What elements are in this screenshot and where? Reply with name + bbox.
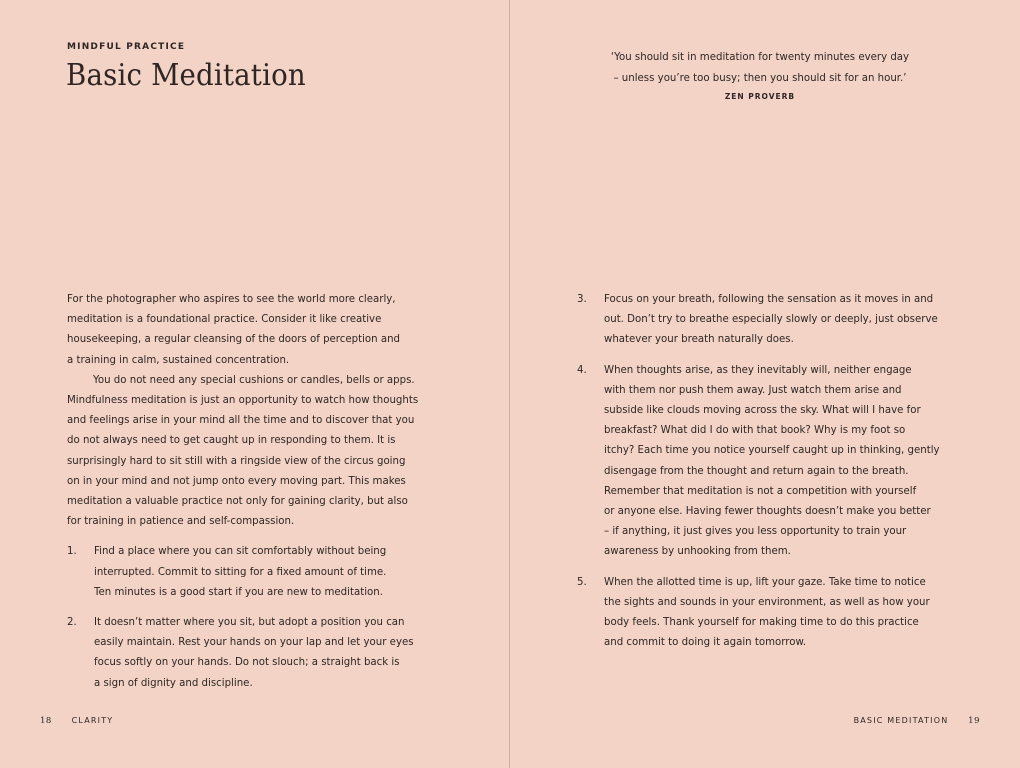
text-line: Remember that meditation is not a competition with yourself [604, 485, 917, 497]
text-line: You do not need any special cushions or candles, bells or apps. [93, 374, 415, 386]
right-body-text [577, 290, 967, 653]
text-line: out. Don’t try to breathe especially slowly or deeply, just observe [604, 314, 938, 326]
text-line: and feelings arise in your mind all the time and to discover that you [67, 415, 415, 427]
page-title: Basic Meditation [66, 58, 306, 93]
page-number: 19 [968, 716, 980, 726]
text-line: housekeeping, a regular cleansing of the doors of perception and [67, 334, 401, 346]
text-line: meditation a valuable practice not only for gaining clarity, but also [67, 496, 408, 508]
list-item-3 [577, 290, 967, 351]
text-line: Find a place where you can sit comfortably without being [94, 546, 387, 558]
text-line: whatever your breath naturally does. [604, 334, 794, 346]
text-line: or anyone else. Having fewer thoughts doesn’t make you better [604, 506, 931, 518]
text-line: body feels. Thank yourself for making time to do this practice [604, 617, 919, 629]
text-line: interrupted. Commit to sitting for a fixed amount of time. [94, 566, 387, 578]
text-line: For the photographer who aspires to see the world more clearly, [67, 294, 396, 305]
section-kicker: MINDFUL PRACTICE [67, 42, 186, 52]
list-item-5 [577, 573, 967, 654]
text-line: on in your mind and not jump onto every moving part. This makes [67, 475, 406, 487]
epigraph-quote [585, 48, 935, 103]
text-line: It doesn’t matter where you sit, but adopt a position you can [94, 617, 405, 629]
list-number: 2. [67, 617, 77, 629]
text-line: easily maintain. Rest your hands on your lap and let your eyes [94, 637, 414, 649]
text-line: itchy? Each time you notice yourself caught up in thinking, gently [604, 445, 940, 457]
text-line: Mindfulness meditation is just an opportunity to watch how thoughts [67, 395, 419, 407]
text-line: do not always need to get caught up in responding to them. It is [67, 435, 396, 447]
quote-line: ‘You should sit in meditation for twenty minutes every day [610, 52, 910, 63]
text-line: a training in calm, sustained concentration. [67, 354, 290, 366]
text-line: awareness by unhooking from them. [604, 546, 791, 558]
text-line: meditation is a foundational practice. Consider it like creative [67, 314, 382, 326]
text-line: and commit to doing it again tomorrow. [604, 637, 807, 649]
text-line: the sights and sounds in your environment, as well as how your [604, 596, 930, 608]
text-line: Focus on your breath, following the sensation as it moves in and [604, 294, 934, 305]
text-line: subside like clouds moving across the sky. What will I have for [604, 405, 921, 417]
quote-attribution: ZEN PROVERB [724, 92, 796, 101]
running-footer-section: BASIC MEDITATION [853, 716, 949, 725]
list-item-text [577, 290, 967, 351]
list-item-4 [577, 361, 967, 563]
running-footer-section: CLARITY [71, 716, 114, 725]
text-line: a sign of dignity and discipline. [94, 677, 253, 689]
list-number: 4. [577, 364, 587, 376]
list-number: 3. [577, 294, 587, 305]
quote-line: – unless you’re too busy; then you should sit for an hour.’ [613, 72, 907, 84]
list-item-1 [67, 542, 447, 603]
list-item-text [577, 361, 967, 563]
text-line: – if anything, it just gives you less opportunity to train your [604, 526, 907, 538]
list-number: 5. [577, 576, 587, 588]
text-line: with them nor push them away. Just watch them arise and [604, 384, 902, 396]
page-number: 18 [40, 716, 52, 726]
text-line: surprisingly hard to sit still with a ringside view of the circus going [67, 455, 406, 467]
text-line: disengage from the thought and return again to the breath. [604, 465, 909, 477]
text-line: breakfast? What did I do with that book? Why is my foot so [604, 425, 906, 437]
body-paragraph [67, 371, 447, 533]
text-line: focus softly on your hands. Do not slouch; a straight back is [94, 657, 400, 669]
list-item-text [67, 613, 447, 694]
text-line: Ten minutes is a good start if you are new to meditation. [94, 586, 383, 598]
text-line: When thoughts arise, as they inevitably will, neither engage [604, 364, 912, 376]
list-item-text [67, 542, 447, 603]
intro-paragraph [67, 290, 447, 371]
right-page [510, 0, 1020, 768]
list-item-text [577, 573, 967, 654]
left-page [0, 0, 509, 768]
left-footer [40, 716, 113, 726]
left-body-text [67, 290, 447, 694]
right-footer [854, 716, 980, 726]
list-item-2 [67, 613, 447, 694]
text-line: for training in patience and self-compassion. [67, 516, 295, 528]
text-line: When the allotted time is up, lift your gaze. Take time to notice [604, 576, 926, 588]
list-number: 1. [67, 546, 77, 558]
